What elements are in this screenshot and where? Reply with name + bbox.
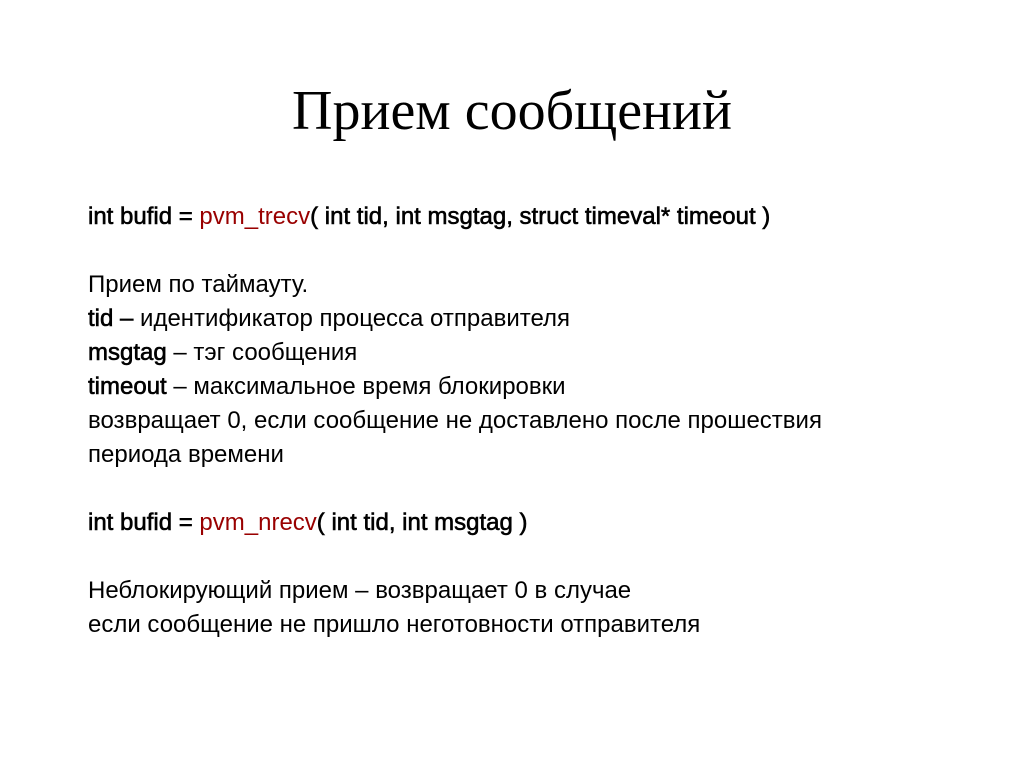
- function-name-trecv: pvm_trecv: [199, 203, 311, 230]
- signature-args: ( int tid, int msgtag ): [316, 509, 528, 536]
- spacer: [88, 234, 1008, 268]
- nrecv-description-2: если сообщение не пришло неготовности отправителя: [88, 611, 701, 638]
- param-timeout: [88, 370, 1008, 404]
- param-term: tid –: [88, 305, 141, 332]
- function-name-nrecv: pvm_nrecv: [199, 509, 317, 536]
- signature-prefix: int bufid =: [88, 203, 200, 230]
- param-msgtag: [88, 336, 1008, 370]
- signature-args: ( int tid, int msgtag, struct timeval* timeout ): [310, 203, 771, 230]
- param-term: msgtag: [88, 339, 167, 366]
- returns-line-2: периода времени: [88, 441, 284, 468]
- signature-nrecv: [88, 506, 1008, 540]
- spacer: [88, 540, 1008, 574]
- param-text: – тэг сообщения: [166, 339, 358, 366]
- param-term: timeout: [88, 373, 167, 400]
- param-text: идентификатор процесса отправителя: [140, 305, 570, 332]
- signature-prefix: int bufid =: [88, 509, 200, 536]
- returns-line-1: возвращает 0, если сообщение не доставлено после прошествия: [88, 407, 822, 434]
- spacer: [88, 472, 1008, 506]
- slide-title: Прием сообщений: [292, 80, 732, 142]
- param-text: – максимальное время блокировки: [166, 373, 566, 400]
- nrecv-description-1: Неблокирующий прием – возвращает 0 в случае: [88, 577, 632, 604]
- param-tid: [88, 302, 1008, 336]
- trecv-description: Прием по таймауту.: [88, 271, 309, 298]
- slide-body: [88, 200, 1008, 642]
- signature-trecv: [88, 200, 1008, 234]
